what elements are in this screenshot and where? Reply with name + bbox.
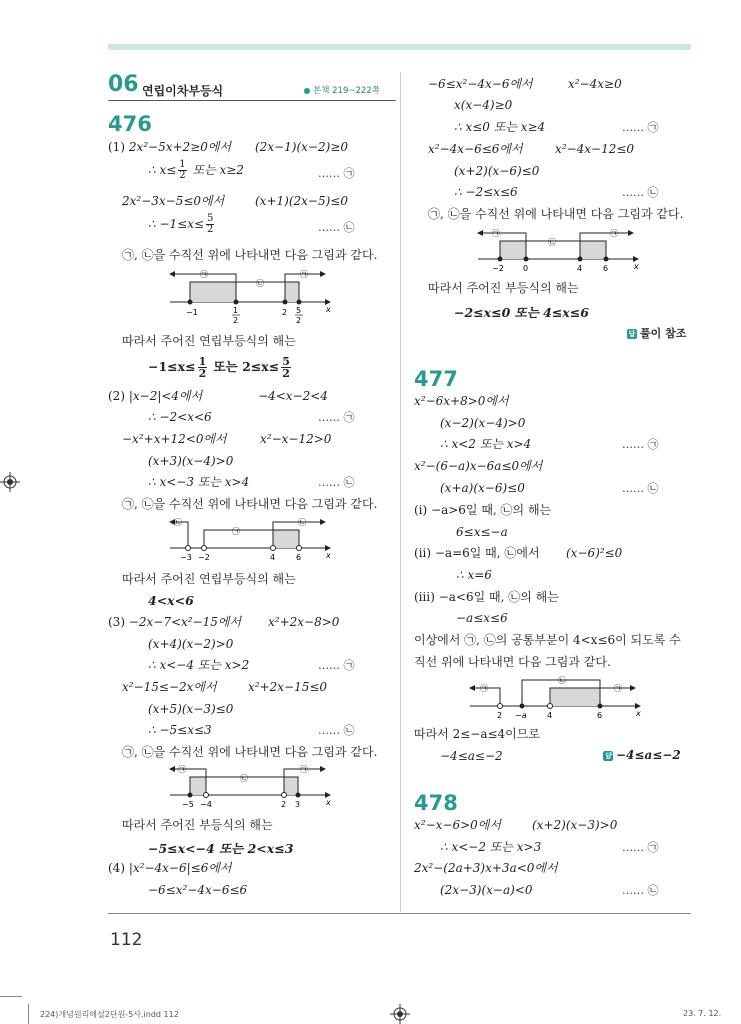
p476-4-line1: (4) |x²−4x−6|≤6에서 (108, 861, 232, 875)
nl1-label-2: 2 (233, 316, 239, 325)
p477-line6: (ⅰ) −a>6일 때, ㉡의 해는 (414, 503, 552, 517)
p476-1-line1b: (2x−1)(x−2)≥0 (255, 140, 348, 154)
p476-3-line8: 따라서 주어진 부등식의 해는 (122, 818, 273, 832)
p476-3-line3: ∴ x<−4 또는 x>2 (148, 658, 250, 672)
p476-2-line6: ㉠, ㉡을 수직선 위에 나타내면 다음 그림과 같다. (122, 497, 378, 511)
p477-line15: −4≤a≤−2 (440, 749, 503, 763)
p476-4-line10: 따라서 주어진 부등식의 해는 (428, 281, 579, 295)
answer-badge-icon: 답 (604, 751, 612, 760)
p476-2-line3b: x²−x−12>0 (260, 432, 332, 446)
p476-4-line3a: −6≤x²−4x−6에서 (428, 77, 533, 91)
nl5-label-2: 4 (547, 711, 553, 720)
p476-4-line9: ㉠, ㉡을 수직선 위에 나타내면 다음 그림과 같다. (428, 207, 684, 221)
nl3-circ-a2: ㉠ (300, 765, 308, 774)
number-line-476-2 (160, 514, 340, 564)
problem-number-476: 476 (108, 112, 152, 136)
p476-3-line2: (x+4)(x−2)>0 (148, 637, 234, 651)
nl1-axis-x: x (326, 305, 331, 314)
section-number: 06 (108, 72, 139, 97)
nl3-label-2: 2 (281, 800, 287, 809)
section-title: 연립이차부등식 (142, 84, 224, 98)
p477-line5: (x+a)(x−6)≤0 (440, 481, 525, 495)
nl1-label-3: 2 (282, 308, 288, 317)
p477-line10: (ⅲ) −a<6일 때, ㉡의 해는 (414, 590, 559, 604)
p477-line12: 이상에서 ㉠, ㉡의 공통부분이 4<x≤6이 되도록 수 (414, 633, 681, 647)
nl4-label-3: 6 (603, 264, 609, 273)
p476-1-line5: ㉠, ㉡을 수직선 위에 나타내면 다음 그림과 같다. (122, 248, 378, 262)
p476-3-line7: ㉠, ㉡을 수직선 위에 나타내면 다음 그림과 같다. (122, 745, 378, 759)
nl2-circ-b2: ㉡ (298, 518, 306, 527)
p477-line7: 6≤x≤−a (456, 525, 508, 539)
p476-4-line8: ∴ −2≤x≤6 (454, 185, 518, 199)
p476-2-line3a: −x²+x+12<0에서 (122, 432, 227, 446)
nl5-circ-a2: ㉠ (614, 684, 622, 693)
registration-mark-icon (0, 472, 20, 492)
p476-1-answer: −1≤x≤ $\frac{1}{2}$ 또는 2≤x≤ $\frac{5}{2}$ (148, 355, 290, 380)
nl2-axis-x: x (326, 551, 331, 560)
section-underline (108, 100, 396, 101)
p476-4-line6b: x²−4x−12≤0 (555, 142, 635, 156)
nl3-label-0: −5 (182, 800, 194, 809)
nl4-circ-a: ㉠ (492, 229, 500, 238)
nl5-axis-x: x (636, 709, 641, 718)
nl3-circ-a: ㉠ (178, 765, 186, 774)
p476-note: 답 풀이 참조 (628, 327, 687, 340)
nl1-label-1: 1 (233, 306, 239, 315)
p476-2-tag2: …… ㉡ (318, 476, 355, 489)
nl1-label-4: 5 (296, 306, 302, 315)
p476-3-line4a: x²−15≤−2x에서 (122, 680, 217, 694)
p476-2-line4: (x+3)(x−4)>0 (148, 454, 234, 468)
nl4-circ-b: ㉡ (548, 238, 556, 247)
section-ref: 본책 219~222쪽 (304, 84, 380, 96)
p476-3-tag1: …… ㉠ (318, 659, 355, 672)
p476-3-answer: −5≤x<−4 또는 2<x≤3 (148, 841, 294, 856)
nl5-circ-b: ㉡ (558, 676, 566, 685)
p476-2-line5: ∴ x<−3 또는 x>4 (148, 475, 250, 489)
nl4-label-1: 0 (523, 264, 529, 273)
nl1-circ-a: ㉠ (200, 270, 208, 279)
crop-mark (0, 996, 22, 997)
nl2-label-1: −2 (198, 553, 210, 562)
p476-1-line1: (1) 2x²−5x+2≥0에서 (108, 140, 232, 154)
p477-answer: 답 −4≤a≤−2 (604, 748, 681, 762)
p476-3-line4b: x²+2x−15≤0 (248, 680, 328, 694)
p478-line4: (2x−3)(x−a)<0 (440, 883, 533, 897)
nl3-circ-b: ㉡ (240, 774, 248, 783)
p478-tag2: …… ㉡ (622, 884, 659, 897)
p477-line11: −a≤x≤6 (456, 611, 508, 625)
p478-line3: 2x²−(2a+3)x+3a<0에서 (414, 861, 558, 875)
nl5-label-0: 2 (497, 711, 503, 720)
p476-1-line3b: (x+1)(2x−5)≤0 (255, 194, 348, 208)
p477-line9: ∴ x=6 (456, 568, 492, 582)
problem-number-477: 477 (414, 367, 458, 391)
bottom-rule (108, 913, 691, 914)
crop-mark (28, 1004, 29, 1024)
nl2-circ-b: ㉡ (174, 518, 182, 527)
p476-4-line2: −6≤x²−4x−6≤6 (148, 883, 248, 897)
number-line-476-4 (468, 225, 648, 275)
p476-4-tag1: …… ㉠ (622, 121, 659, 134)
nl3-label-1: −4 (200, 800, 212, 809)
p476-1-line3a: 2x²−3x−5≤0에서 (122, 194, 225, 208)
p476-3-line5: (x+5)(x−3)≤0 (148, 702, 234, 716)
p476-2-line2: ∴ −2<x<6 (148, 410, 212, 424)
p477-line4: x²−(6−a)x−6a≤0에서 (414, 459, 543, 473)
p476-3-tag2: …… ㉡ (318, 724, 355, 737)
p476-2-tag1: …… ㉠ (318, 411, 355, 424)
p477-line8a: (ⅱ) −a=6일 때, ㉡에서 (414, 546, 540, 560)
p478-line1b: (x+2)(x−3)>0 (532, 818, 618, 832)
p476-3-line1: (3) −2x−7<x²−15에서 (108, 615, 242, 629)
nl3-label-3: 3 (295, 800, 301, 809)
top-decor-bar (108, 44, 691, 50)
p476-1-line6: 따라서 주어진 연립부등식의 해는 (122, 334, 296, 348)
p476-4-line7: (x+2)(x−6)≤0 (454, 164, 540, 178)
problem-number-478: 478 (414, 791, 458, 815)
nl1-label-0: −1 (186, 308, 198, 317)
p476-1-tag2: …… ㉡ (318, 221, 355, 234)
p476-1-line2: ∴ x≤ $\frac{1}{2}$ 또는 x≥2 (148, 159, 244, 181)
p477-line14: 따라서 2≤−a≤4이므로 (414, 727, 540, 741)
p476-2-line1b: −4<x−2<4 (258, 389, 328, 403)
nl4-label-0: −2 (492, 264, 504, 273)
p476-4-line3b: x²−4x≥0 (568, 77, 622, 91)
p476-2-line7: 따라서 주어진 연립부등식의 해는 (122, 572, 296, 586)
number-line-476-1 (150, 266, 350, 328)
column-separator (400, 72, 401, 912)
nl4-label-2: 4 (577, 264, 583, 273)
footer-date: 23. 7. 12. (683, 1009, 722, 1018)
nl4-circ-a2: ㉠ (610, 229, 618, 238)
p477-line8b: (x−6)²≤0 (566, 546, 623, 560)
bullet-icon (304, 88, 310, 94)
number-line-476-3 (160, 761, 340, 811)
p476-3-line1b: x²+2x−8>0 (268, 615, 340, 629)
registration-mark-icon (390, 1004, 410, 1024)
p477-line3: ∴ x<2 또는 x>4 (440, 437, 532, 451)
p476-4-tag2: …… ㉡ (622, 186, 659, 199)
nl1-circ-b: ㉡ (256, 279, 264, 288)
nl1-label-5: 2 (296, 316, 302, 325)
answer-badge-icon: 답 (628, 330, 636, 338)
nl2-label-0: −3 (180, 553, 192, 562)
number-line-477 (460, 672, 650, 722)
p478-line2: ∴ x<−2 또는 x>3 (440, 840, 542, 854)
p477-line2: (x−2)(x−4)>0 (440, 416, 526, 430)
nl5-label-3: 6 (597, 711, 603, 720)
nl5-label-1: −a (515, 711, 527, 720)
p476-2-answer: 4<x<6 (148, 593, 194, 608)
p476-4-line6a: x²−4x−6≤6에서 (428, 142, 523, 156)
nl4-axis-x: x (634, 262, 639, 271)
nl2-label-2: 4 (270, 553, 276, 562)
nl3-axis-x: x (326, 798, 331, 807)
nl1-circ-a2: ㉠ (300, 270, 308, 279)
p476-2-line1: (2) |x−2|<4에서 (108, 389, 203, 403)
p476-1-line4: ∴ −1≤x≤ $\frac{5}{2}$ (148, 213, 214, 235)
p478-tag1: …… ㉠ (622, 841, 659, 854)
footer-file: 224)개념원리해설2단원-5사.indd 112 (40, 1010, 179, 1019)
p476-1-tag1: …… ㉠ (318, 167, 355, 180)
p476-3-line6: ∴ −5≤x≤3 (148, 723, 212, 737)
nl2-circ-a: ㉠ (232, 527, 240, 536)
p476-4-answer: −2≤x≤0 또는 4≤x≤6 (454, 305, 589, 320)
p477-line1: x²−6x+8>0에서 (414, 394, 509, 408)
page-number: 112 (110, 930, 143, 950)
p477-tag2: …… ㉡ (622, 482, 659, 495)
p476-4-line4: x(x−4)≥0 (454, 98, 513, 112)
p477-tag1: …… ㉠ (622, 438, 659, 451)
p476-4-line5: ∴ x≤0 또는 x≥4 (454, 120, 546, 134)
nl5-circ-a: ㉠ (480, 684, 488, 693)
p477-line13: 직선 위에 나타내면 다음 그림과 같다. (414, 655, 611, 669)
p478-line1a: x²−x−6>0에서 (414, 818, 501, 832)
nl2-label-3: 6 (296, 553, 302, 562)
